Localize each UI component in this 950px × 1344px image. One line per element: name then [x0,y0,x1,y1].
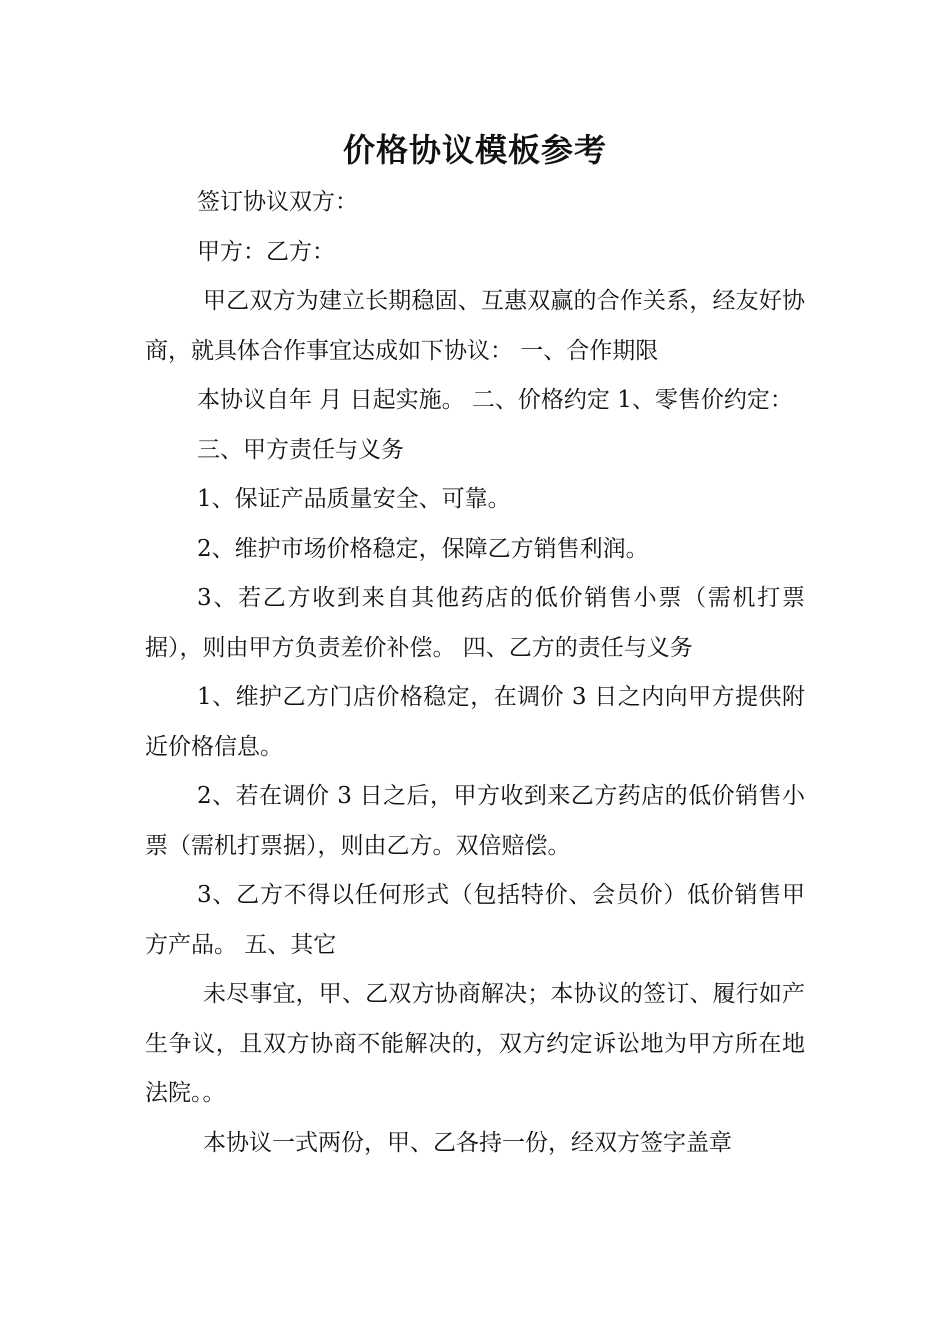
paragraph-party-a-item-2: 2、维护市场价格稳定，保障乙方销售利润。 [197,535,649,562]
document-body [145,178,805,1168]
paragraph-parties-heading: 签订协议双方： [197,189,358,215]
paragraph-intro: 甲乙双方为建立长期稳固、互惠双赢的合作关系，经友好协商，就具体合作事宜达成如下协议： 一、合作期限 [145,288,805,364]
paragraph-copies: 本协议一式两份，甲、乙各持一份，经双方签字盖章 [203,1129,732,1156]
paragraph-party-a-item-3: 3、若乙方收到来自其他药店的低价销售小票（需机打票据），则由甲方负责差价补偿。 四、乙方的责任与义务 [145,585,805,661]
paragraph-effective-date: 本协议自年 月 日起实施。 二、价格约定 1、零售价约定： [197,387,793,413]
paragraph-party-b-item-1: 1、维护乙方门店价格稳定，在调价 3 日之内向甲方提供附近价格信息。 [145,684,805,760]
paragraph-party-a-heading: 三、甲方责任与义务 [197,436,404,463]
paragraph-party-b-item-2: 2、若在调价 3 日之后，甲方收到来乙方药店的低价销售小票（需机打票据），则由乙方。双倍赔偿。 [145,783,805,859]
paragraph-other-matters: 未尽事宜，甲、乙双方协商解决；本协议的签订、履行如产生争议，且双方协商不能解决的，双方约定诉讼地为甲方所在地法院。。 [145,981,805,1106]
paragraph-party-b-item-3: 3、乙方不得以任何形式（包括特价、会员价）低价销售甲方产品。 五、其它 [145,882,805,958]
paragraph-party-a-item-1: 1、保证产品质量安全、可靠。 [197,486,511,512]
document-title: 价格协议模板参考 [342,131,607,169]
paragraph-parties: 甲方：乙方： [197,238,335,265]
